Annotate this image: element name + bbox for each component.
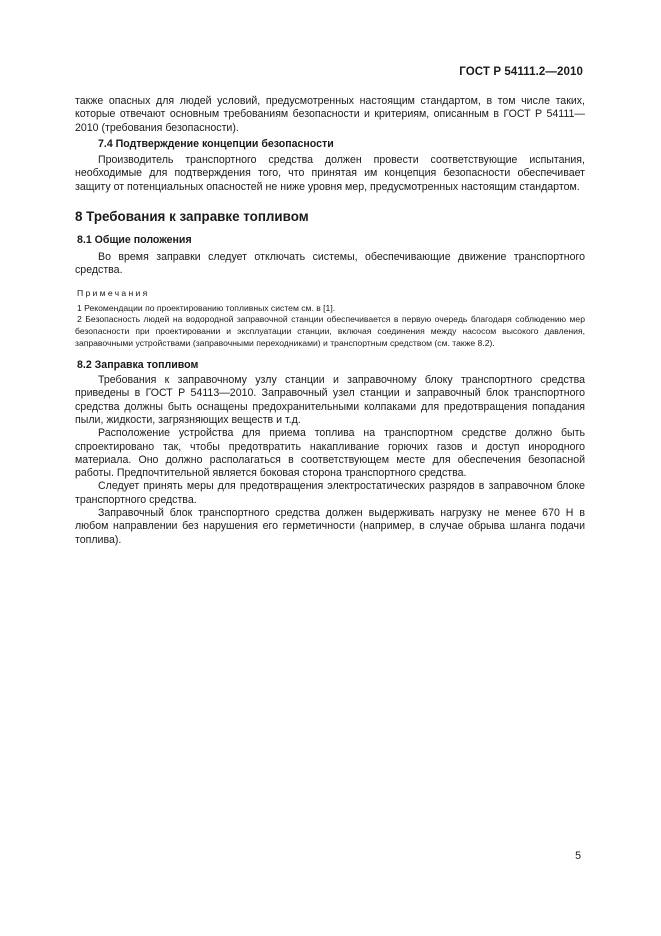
note-1: 1 Рекомендации по проектированию топливных систем см. в [1]. <box>77 302 336 313</box>
section-7-4-title: 7.4 Подтверждение концепции безопасности <box>98 137 334 150</box>
page-number: 5 <box>575 850 581 862</box>
section-8-2-paragraph-2: Расположение устройства для приема топлива на транспортном средстве должно быть спроектировано так, чтобы предотвратить накапливание горючих газов и доступ инородного материала. Оно должно располагаться в соответствующем месте для обеспечения безопасной работы. Предпочтительной является боковая сторона транспортного средства. <box>75 427 585 480</box>
section-7-4-text: Производитель транспортного средства должен провести соответствующие испытания, необходимые для подтверждения того, что принятая им концепция безопасности обеспечивает защиту от потенциальных опасностей не ниже уровня мер, предусмотренных настоящим стандартом. <box>75 154 585 193</box>
intro-paragraph: также опасных для людей условий, предусмотренных настоящим стандартом, в том числе таких, которые отвечают основным требованиям безопасности и критериям, описанным в ГОСТ Р 54111—2010 (требования безопасности). <box>75 95 585 134</box>
document-code-header: ГОСТ Р 54111.2—2010 <box>459 66 583 78</box>
section-8-title: 8 Требования к заправке топливом <box>75 209 309 225</box>
section-8-2-paragraph-3: Следует принять меры для предотвращения электростатических разрядов в заправочном блоке транспортного средства. <box>75 480 585 506</box>
section-8-1-title: 8.1 Общие положения <box>77 234 192 247</box>
section-8-2-paragraph-4: Заправочный блок транспортного средства должен выдерживать нагрузку не менее 670 Н в любом направлении без нарушения его герметичности (например, в случае обрыва шланга подачи топлива). <box>75 507 585 546</box>
page-content <box>75 95 585 547</box>
section-8-1-text: Во время заправки следует отключать системы, обеспечивающие движение транспортного средства. <box>75 250 585 276</box>
notes-heading: Примечания <box>77 288 150 299</box>
section-8-2-paragraph-1: Требования к заправочному узлу станции и заправочному блоку транспортного средства приведены в ГОСТ Р 54113—2010. Заправочный узел станции и заправочный блок транспортного средства должны быть оснащены предохранительными колпаками для предотвращения попадания пыли, жидкости, загрязняющих веществ и т.д. <box>75 374 585 426</box>
section-8-2-title: 8.2 Заправка топливом <box>77 358 199 371</box>
note-2: 2 Безопасность людей на водородной заправочной станции обеспечивается в первую очередь благодаря соблюдению мер безопасности при проектировании и эксплуатации станции, включая соединения между насосом высокого давления, заправочными устройствами (заправочными переходниками) и транспортным средством (см. также 8.2). <box>75 314 585 348</box>
